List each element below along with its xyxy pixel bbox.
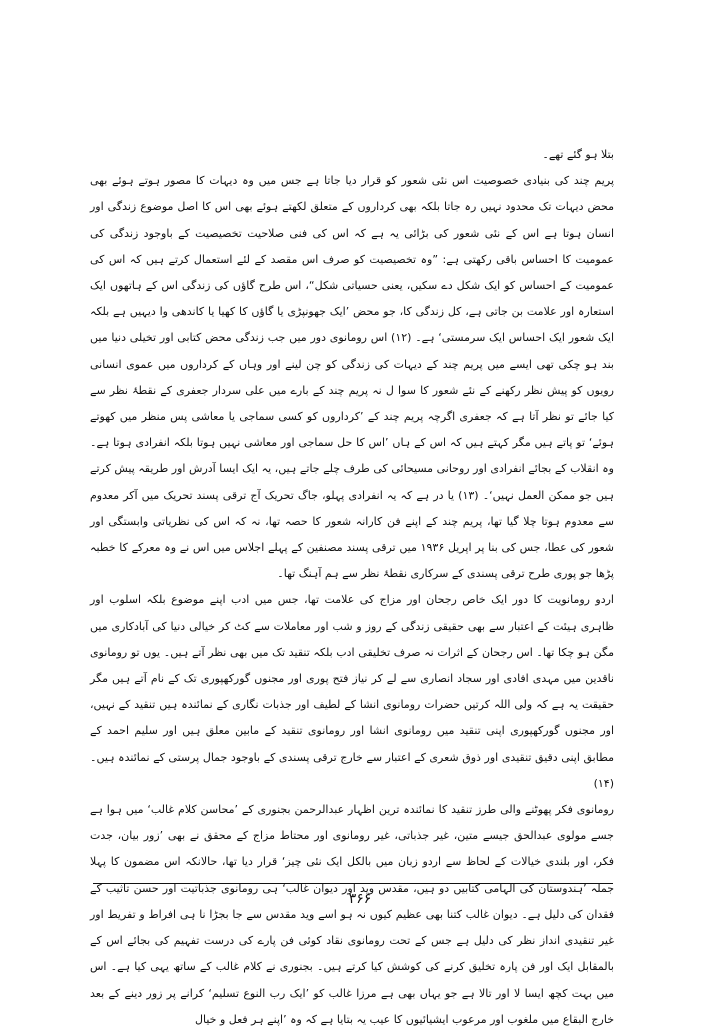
page-number: ۳۶۶ xyxy=(348,891,372,907)
paragraph: اردو رومانویت کا دور ایک خاص رجحان اور مزاج کی علامت تھا، جس میں ادب اپنے موضوع بلکہ اسلوب اور ظاہری ہیئت کے اعتبار سے بھی حقیقی زندگی کے روز و شب اور معاملات سے کٹ کر خیالی دنیا کی آبادکاری میں مگن ہو چکا تھا۔ اس رجحان کے اثرات نہ صرف تخلیقی ادب بلکہ تنقید تک میں بھی نظر آتے ہیں۔ یوں تو رومانوی ناقدین میں مہدی افادی اور سجاد انصاری سے لے کر نیاز فتح پوری اور مجنوں گورکھپوری تک کے نام آتے ہیں مگر حقیقت یہ ہے کہ ولی اللہ کرتیں حضرات رومانوی انشا کے لطیف اور جذبات نگاری کے نمائندہ ہیں تنقید کے نہیں، اور مجنوں گورکھپوری اپنی تنقید میں رومانوی انشا اور رومانوی تنقید کے مابین معلق ہیں اور سلیم احمد کے مطابق اپنی دقیق تنقیدی اور ذوق شعری کے اعتبار سے خارج ترقی پسندی کے باوجود جمال پرستی کے نمائندہ ہیں۔ (۱۴) xyxy=(90,593,614,790)
paragraph: رومانوی فکر پھوٹنے والی طرز تنقید کا نمائندہ ترین اظہار عبدالرحمن بجنوری کے ’محاسن کلام غالب‘ میں ہوا ہے جسے مولوی عبدالحق جیسے متین، غیر جذباتی، غیر رومانوی اور محتاط مزاج کے محقق نے بھی ’زور بیان، جدت فکر، اور بلندی خیالات کے لحاظ سے اردو زبان میں بالکل ایک نئی چیز‘ قرار دیا تھا، حالانکہ اس مضمون کا پہلا جملہ ’ہندوستان کی الہامی کتابیں دو ہیں، مقدس وید اور دیوان غالب‘ ہی رومانوی جذباتیت اور حسن تاثیب کے فقدان کی دلیل ہے۔ دیوان غالب کتنا بھی عظیم کیوں نہ ہو اسے وید مقدس سے جا بجڑا نا ہی افراط و تفریط اور غیر تنقیدی انداز نظر کی دلیل ہے جس کے تحت رومانوی نقاد کوئی فن پارے کی درست تفہیم کی بجائے اس کے بالمقابل ایک اور فن پارہ تخلیق کرنے کی کوشش کیا کرتے ہیں۔ بجنوری نے کلام غالب کے ساتھ یہی کیا ہے۔ اس میں بہت کچھ ایسا لا اور تالا ہے جو یہاں بھی ہے مرزا غالب کو ’ایک رب النوع تسلیم‘ کرانے پر زور دینے کے بعد خارج البقاع میں ملغوب اور مرعوب ایشیائیوں کا عیب یہ بتایا ہے کہ وہ ’اپنے ہر فعل و خیال xyxy=(90,803,614,1026)
paragraph: بتلا ہو گئے تھے۔ xyxy=(542,148,614,161)
footer-divider xyxy=(93,883,613,884)
paragraph: پریم چند کی بنیادی خصوصیت اس نئی شعور کو قرار دیا جاتا ہے جس میں وہ دیہات کا مصور ہوتے ہوئے بھی محض دیہات تک محدود نہیں رہ جاتا بلکہ بھی کرداروں کے متعلق لکھتے ہوئے بھی اس کا اصل موضوع زندگی اور انسان ہوتا ہے اس کے نئی شعور کی بڑائی یہ ہے کہ اس کی فنی صلاحیت تخصیصیت کے باوجود زندگی کی عمومیت کا احساس باقی رکھتی ہے: ”وہ تخصیصیت کو صرف اس مقصد کے لئے استعمال کرتے ہیں کہ اس کی عمومیت کے احساس کو ایک شکل دے سکیں، یعنی حسیاتی شکل“، اس طرح گاؤں کی زندگی اس کے ہاتھوں ایک استعارہ اور علامت بن جاتی ہے، کل زندگی کا، جو محض ’ایک جھونپڑی یا گاؤں کا کھیا یا کاندھی وا دیہیں ہے بلکہ ایک شعور ایک احساس ایک سرمستی‘ ہے۔ (۱۲) اس رومانوی دور میں جب زندگی محض کتابی اور تخیلی دنیا میں بند ہو چکی تھی ایسے میں پریم چند کے دیہات کی زندگی کو چن لینے اور وہاں کے کرداروں میں عموی انسانی رویوں کو پیش نظر رکھنے کے نئے شعور کا سوا ل نہ پریم چند کے بارے میں علی سردار جعفری کے نقطۂ نظر سے کیا جائے تو نظر آتا ہے کہ جعفری اگرچہ پریم چند کے ’کرداروں کو کسی سماجی یا معاشی پس منظر میں کھوتے ہوئے‘ تو پاتے ہیں مگر کہتے ہیں کہ اس کے ہاں ’اس کا حل سماجی اور معاشی نہیں ہوتا بلکہ انفرادی ہوتا ہے۔ وہ انقلاب کے بجائے انفرادی اور روحانی مسیحائی کی طرف چلے جاتے ہیں، یہ ایک ایسا آدرش اور طریقہ پیش کرتے ہیں جو ممکن العمل نہیں‘۔ (۱۳) یا در ہے کہ یہ انفرادی پہلو، جاگ تحریک آج ترقی پسند تحریک میں آکر معدوم سے معدوم ہوتا چلا گیا تھا، پریم چند کے اپنے فن کارانہ شعور کا حصہ تھا، نہ کہ اس کی نظریاتی وابستگی اور شعور کی عطا، جس کی بنا پر اپریل ۱۹۳۶ میں ترقی پسند مصنفین کے پہلے اجلاس میں اس نے وہ معرکے کا خطبہ پڑھا جو پوری طرح ترقی پسندی کے سرکاری نقطۂ نظر سے ہم آہنگ تھا۔ xyxy=(90,174,615,581)
